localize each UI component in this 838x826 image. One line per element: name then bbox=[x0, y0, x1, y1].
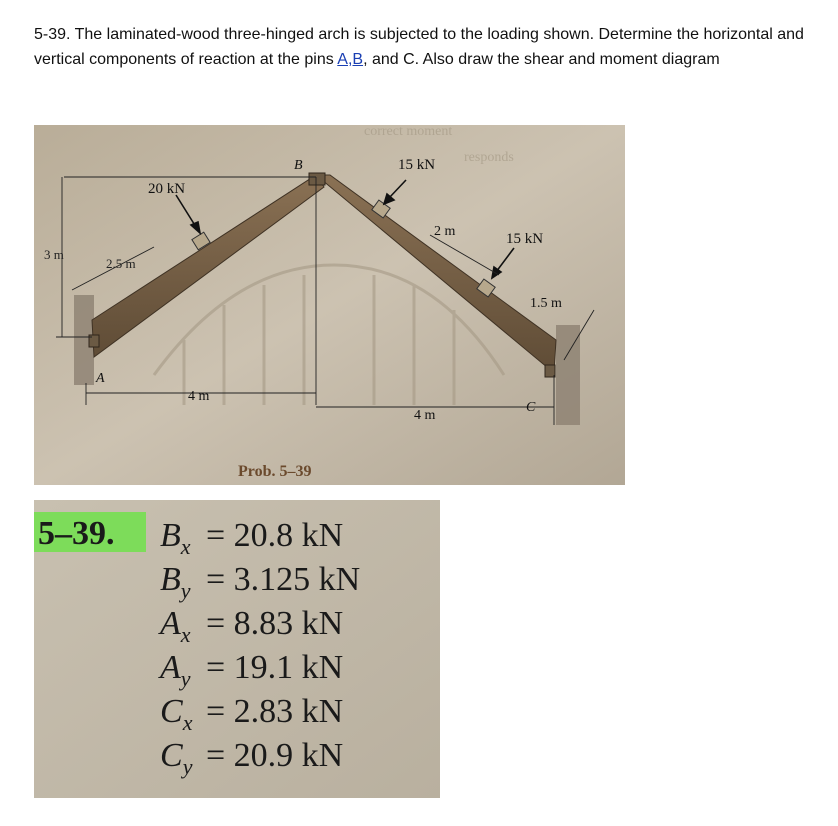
answer-sub: y bbox=[180, 578, 191, 603]
arch-figure-photo bbox=[34, 125, 625, 485]
ghost-text-1: correct moment bbox=[364, 125, 453, 139]
answer-var: B bbox=[160, 561, 181, 598]
dim-2-5m: 2.5 m bbox=[106, 256, 136, 271]
figure-caption: Prob. 5–39 bbox=[238, 463, 312, 480]
answer-value: = 2.83 kN bbox=[206, 693, 344, 730]
answer-sub: y bbox=[180, 666, 191, 691]
answer-var: B bbox=[160, 517, 181, 554]
answer-number: 5–39. bbox=[38, 515, 115, 552]
label-B: B bbox=[294, 158, 303, 173]
load-label-top-right: 15 kN bbox=[398, 157, 436, 173]
answer-var: A bbox=[160, 605, 181, 642]
answer-var: C bbox=[160, 737, 183, 774]
problem-text-suffix: , and C. Also draw the shear and moment diagram bbox=[363, 51, 720, 68]
load-label-left: 20 kN bbox=[148, 181, 186, 197]
label-C: C bbox=[526, 400, 536, 415]
dim-4m-right: 4 m bbox=[414, 408, 436, 423]
label-A: A bbox=[96, 371, 105, 386]
pins-link[interactable]: A,B bbox=[337, 51, 364, 68]
dim-3m: 3 m bbox=[44, 247, 64, 262]
answer-value: = 19.1 kN bbox=[206, 649, 344, 686]
pin-B bbox=[309, 173, 325, 185]
answer-var: A bbox=[160, 649, 181, 686]
answer-value: = 20.9 kN bbox=[206, 737, 344, 774]
answer-var: C bbox=[160, 693, 183, 730]
ghost-text-2: responds bbox=[464, 150, 514, 165]
answer-sub: x bbox=[180, 622, 191, 647]
load-label-right: 15 kN bbox=[506, 231, 544, 247]
problem-statement bbox=[34, 22, 824, 72]
answer-value: = 20.8 kN bbox=[206, 517, 344, 554]
pin-C bbox=[545, 365, 555, 377]
problem-text-prefix: 5-39. The laminated-wood three-hinged arch is subjected to the loading shown. Determine the horizontal and vertical components of reaction at the pins bbox=[34, 26, 804, 68]
answer-value: = 3.125 kN bbox=[206, 561, 361, 598]
answer-sub: x bbox=[182, 710, 193, 735]
dim-1-5m: 1.5 m bbox=[530, 296, 562, 311]
answer-value: = 8.83 kN bbox=[206, 605, 344, 642]
dim-2m: 2 m bbox=[434, 224, 456, 239]
answer-sub: x bbox=[180, 534, 191, 559]
dim-4m-left: 4 m bbox=[188, 389, 210, 404]
answer-sub: y bbox=[182, 754, 193, 779]
answer-photo bbox=[34, 500, 440, 798]
